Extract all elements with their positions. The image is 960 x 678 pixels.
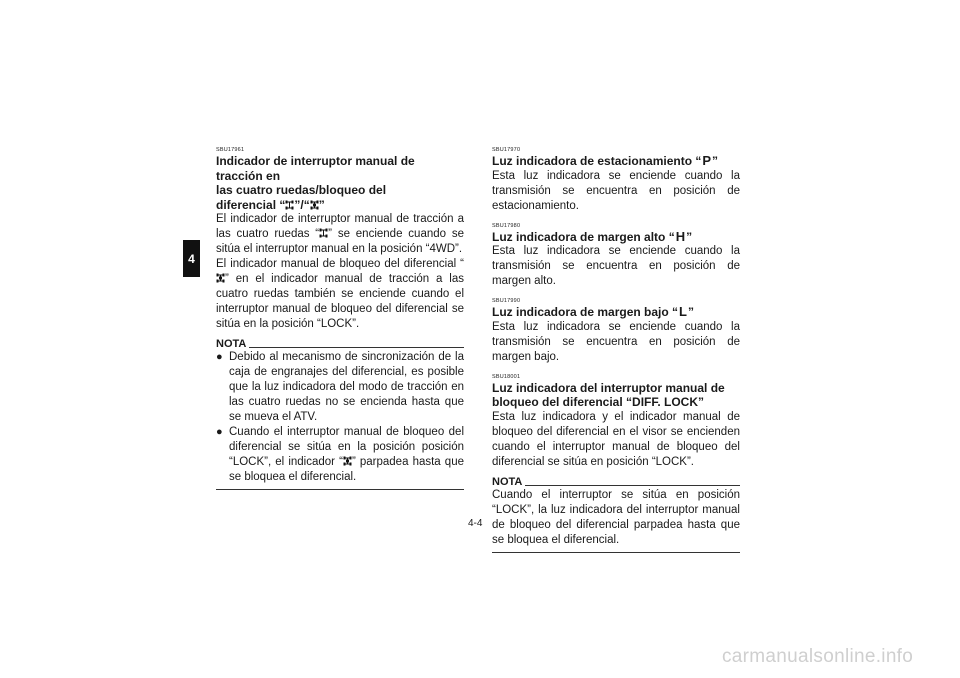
note-bullet: ● Cuando el interruptor manual de bloqueo del diferencial se sitúa en la posición posición “LOCK”, el indicador “ ” parpadea hasta que se bloquea el diferencial. bbox=[216, 426, 464, 483]
note-rule bbox=[249, 347, 464, 348]
note-end-rule bbox=[492, 552, 740, 553]
note-label: NOTA bbox=[492, 475, 523, 488]
note-bullet: ● Debido al mecanismo de sincronización de la caja de engranajes del diferencial, es posible que la luz indicadora del modo de tracción en las cuatro ruedas no se encienda hasta que se mueva el ATV. bbox=[216, 351, 464, 423]
paragraph: Esta luz indicadora se enciende cuando la transmisión se encuentra en posición de margen alto. bbox=[492, 245, 740, 287]
paragraph: Esta luz indicadora se enciende cuando la transmisión se encuentra en posición de estacionamiento. bbox=[492, 169, 740, 212]
note-header bbox=[216, 338, 464, 350]
section-heading: Luz indicadora de margen bajo “L” bbox=[492, 304, 694, 319]
note-end-rule bbox=[216, 489, 464, 490]
note-header bbox=[492, 476, 740, 488]
bullet-icon: ● bbox=[216, 351, 223, 363]
note-box bbox=[216, 338, 464, 490]
paragraph-4wd: El indicador de interruptor manual de tracción a las cuatro ruedas “ ” se enciende cuando se sitúa el interruptor manual en la posición “4WD”. bbox=[216, 213, 465, 255]
section-heading: Indicador de interruptor manual de tracción en las cuatro ruedas/bloqueo del diferencial “ ”/“ ” bbox=[216, 154, 415, 212]
note-text: Cuando el interruptor se sitúa en posición “LOCK”, la luz indicadora del interruptor manual de bloqueo del diferencial parpadea hasta que se bloquea el diferencial. bbox=[492, 488, 740, 546]
section-code: SBU18001 bbox=[492, 373, 521, 380]
diff-lock-icon bbox=[343, 456, 352, 466]
watermark: carmanualsonline.info bbox=[722, 646, 914, 667]
section-code: SBU17970 bbox=[492, 147, 521, 153]
bullet-icon: ● bbox=[216, 426, 223, 438]
4wd-icon bbox=[285, 200, 294, 210]
paragraph: Esta luz indicadora se enciende cuando la transmisión se encuentra en posición de margen bajo. bbox=[492, 320, 740, 363]
note-rule bbox=[525, 485, 740, 486]
note-box bbox=[492, 476, 740, 553]
section-heading: Luz indicadora de margen alto “H” bbox=[492, 228, 693, 244]
diff-lock-icon bbox=[216, 273, 225, 283]
paragraph: Esta luz indicadora y el indicador manual de bloqueo del diferencial en el visor se encienden cuando el interruptor manual de bloqueo del diferencial se sitúa en posición “LOCK”. bbox=[492, 410, 740, 468]
page-number: 4-4 bbox=[468, 518, 483, 529]
section-code: SBU17980 bbox=[492, 222, 521, 229]
note-label: NOTA bbox=[216, 338, 247, 350]
section-heading: Luz indicadora de estacionamiento “P” bbox=[492, 153, 719, 168]
4wd-icon bbox=[319, 228, 328, 238]
left-column bbox=[216, 147, 464, 490]
parking-icon: P bbox=[702, 153, 712, 168]
chapter-tab: 4 bbox=[183, 240, 200, 277]
section-heading: Luz indicadora del interruptor manual de bloqueo del diferencial “DIFF. LOCK” bbox=[492, 380, 725, 409]
right-column bbox=[492, 147, 740, 553]
section-code: SBU17961 bbox=[216, 147, 245, 153]
diff-lock-icon bbox=[310, 200, 319, 210]
paragraph-diff-lock: El indicador manual de bloqueo del diferencial “” en el indicador manual de tracción a las cuatro ruedas también se enciende cuando el interruptor manual de bloqueo del diferencial se sitúa en la posición “LOCK”. bbox=[216, 258, 464, 330]
low-range-icon: L bbox=[679, 304, 687, 319]
high-range-icon: H bbox=[675, 228, 686, 244]
section-code: SBU17990 bbox=[492, 298, 521, 304]
